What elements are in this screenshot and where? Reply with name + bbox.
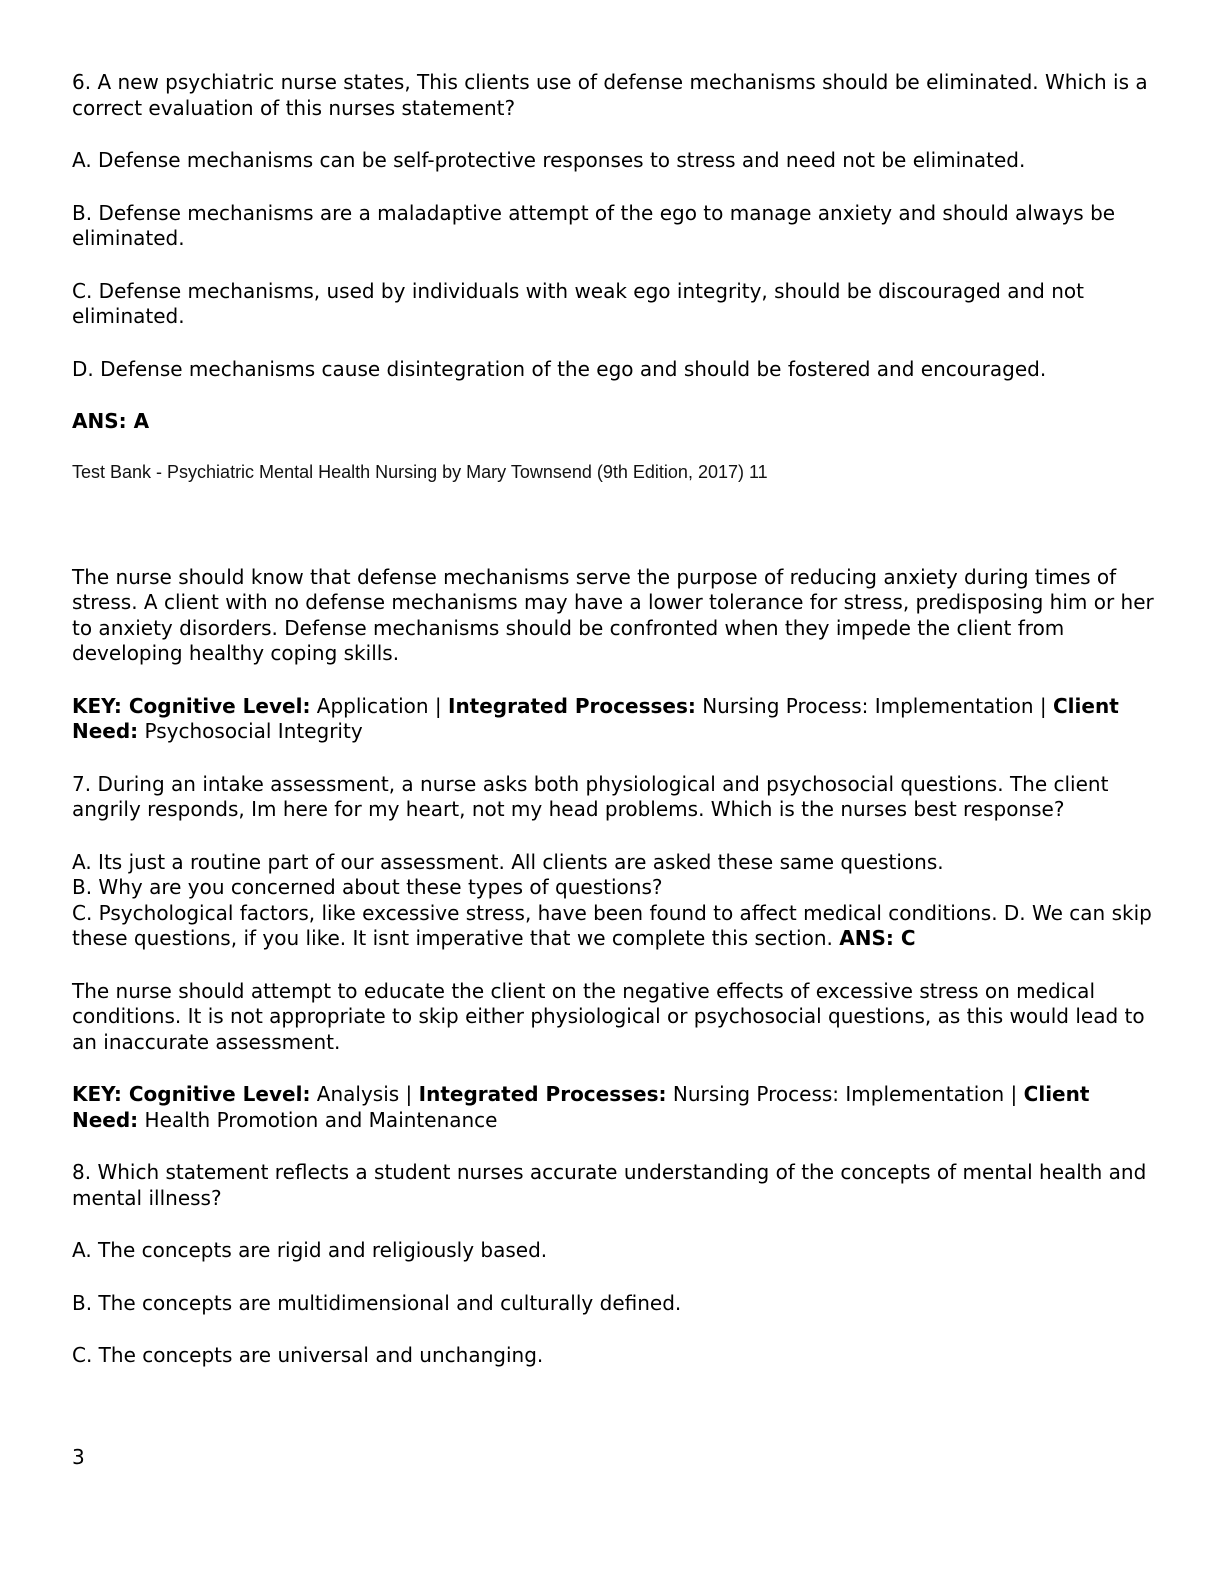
q6-answer: ANS: A bbox=[72, 409, 150, 433]
processes-label: Integrated Processes: bbox=[448, 693, 696, 718]
question-7: 7. During an intake assessment, a nurse asks both physiological and psychosocial questions. The client angrily responds, Im here for my heart, not my head problems. Which is the nurses best response? bbox=[72, 771, 1109, 821]
q6-option-c: C. Defense mechanisms, used by individuals with weak ego integrity, should be discouraged and not eliminated. bbox=[72, 278, 1084, 328]
q7-option-b: B. Why are you concerned about these types of questions? bbox=[72, 875, 663, 899]
integrated-processes: Nursing Process: Implementation | bbox=[666, 1082, 1024, 1106]
q6-option-d: D. Defense mechanisms cause disintegration of the ego and should be fostered and encouraged. bbox=[72, 356, 1047, 381]
q6-key bbox=[72, 694, 1157, 745]
client-need-label: Client Need: bbox=[72, 1082, 1090, 1132]
question-6: 6. A new psychiatric nurse states, This clients use of defense mechanisms should be eliminated. Which is a correct evaluation of this nurses statement? bbox=[72, 70, 1148, 120]
key-label: KEY: Cognitive Level: bbox=[72, 693, 311, 718]
q7-answer: ANS: C bbox=[839, 926, 916, 950]
processes-label: Integrated Processes: bbox=[418, 1082, 667, 1106]
client-need-label: Client Need: bbox=[72, 693, 1119, 743]
page-number: 3 bbox=[72, 1445, 85, 1469]
cognitive-level: Analysis | bbox=[310, 1082, 419, 1106]
q8-option-c: C. The concepts are universal and unchanging. bbox=[72, 1343, 544, 1367]
integrated-processes: Nursing Process: Implementation | bbox=[695, 693, 1053, 718]
q7-option-cd bbox=[72, 901, 1157, 952]
q6-option-b: B. Defense mechanisms are a maladaptive attempt of the ego to manage anxiety and should always be eliminated. bbox=[72, 200, 1116, 250]
client-need: Psychosocial Integrity bbox=[138, 719, 363, 743]
q8-option-b: B. The concepts are multidimensional and culturally defined. bbox=[72, 1290, 682, 1315]
q7-option-cd-text: C. Psychological factors, like excessive stress, have been found to affect medical conditions. D. We can skip these questions, if you like. It isnt imperative that we complete this section. bbox=[72, 900, 1152, 950]
question-8: 8. Which statement reflects a student nurses accurate understanding of the concepts of mental health and mental illness? bbox=[72, 1160, 1147, 1210]
q6-option-a: A. Defense mechanisms can be self-protective responses to stress and need not be eliminated. bbox=[72, 148, 1026, 172]
key-label: KEY: Cognitive Level: bbox=[72, 1082, 311, 1106]
q7-rationale: The nurse should attempt to educate the client on the negative effects of excessive stress on medical conditions. It is not appropriate to skip either physiological or psychosocial questions, as this would lead to an inaccurate assessment. bbox=[72, 978, 1145, 1054]
q6-rationale: The nurse should know that defense mechanisms serve the purpose of reducing anxiety during times of stress. A client with no defense mechanisms may have a lower tolerance for stress, predisposing him or her to anxiety disorders. Defense mechanisms should be confronted when they impede the client from developing healthy coping skills. bbox=[72, 564, 1154, 665]
q7-key bbox=[72, 1082, 1157, 1133]
cognitive-level: Application | bbox=[310, 693, 448, 718]
q8-option-a: A. The concepts are rigid and religiously based. bbox=[72, 1238, 548, 1262]
client-need: Health Promotion and Maintenance bbox=[138, 1107, 498, 1132]
document-page bbox=[72, 70, 1157, 1396]
q7-option-a: A. Its just a routine part of our assessment. All clients are asked these same questions. bbox=[72, 849, 944, 874]
source-line: Test Bank - Psychiatric Mental Health Nursing by Mary Townsend (9th Edition, 2017) 11 bbox=[72, 461, 768, 482]
